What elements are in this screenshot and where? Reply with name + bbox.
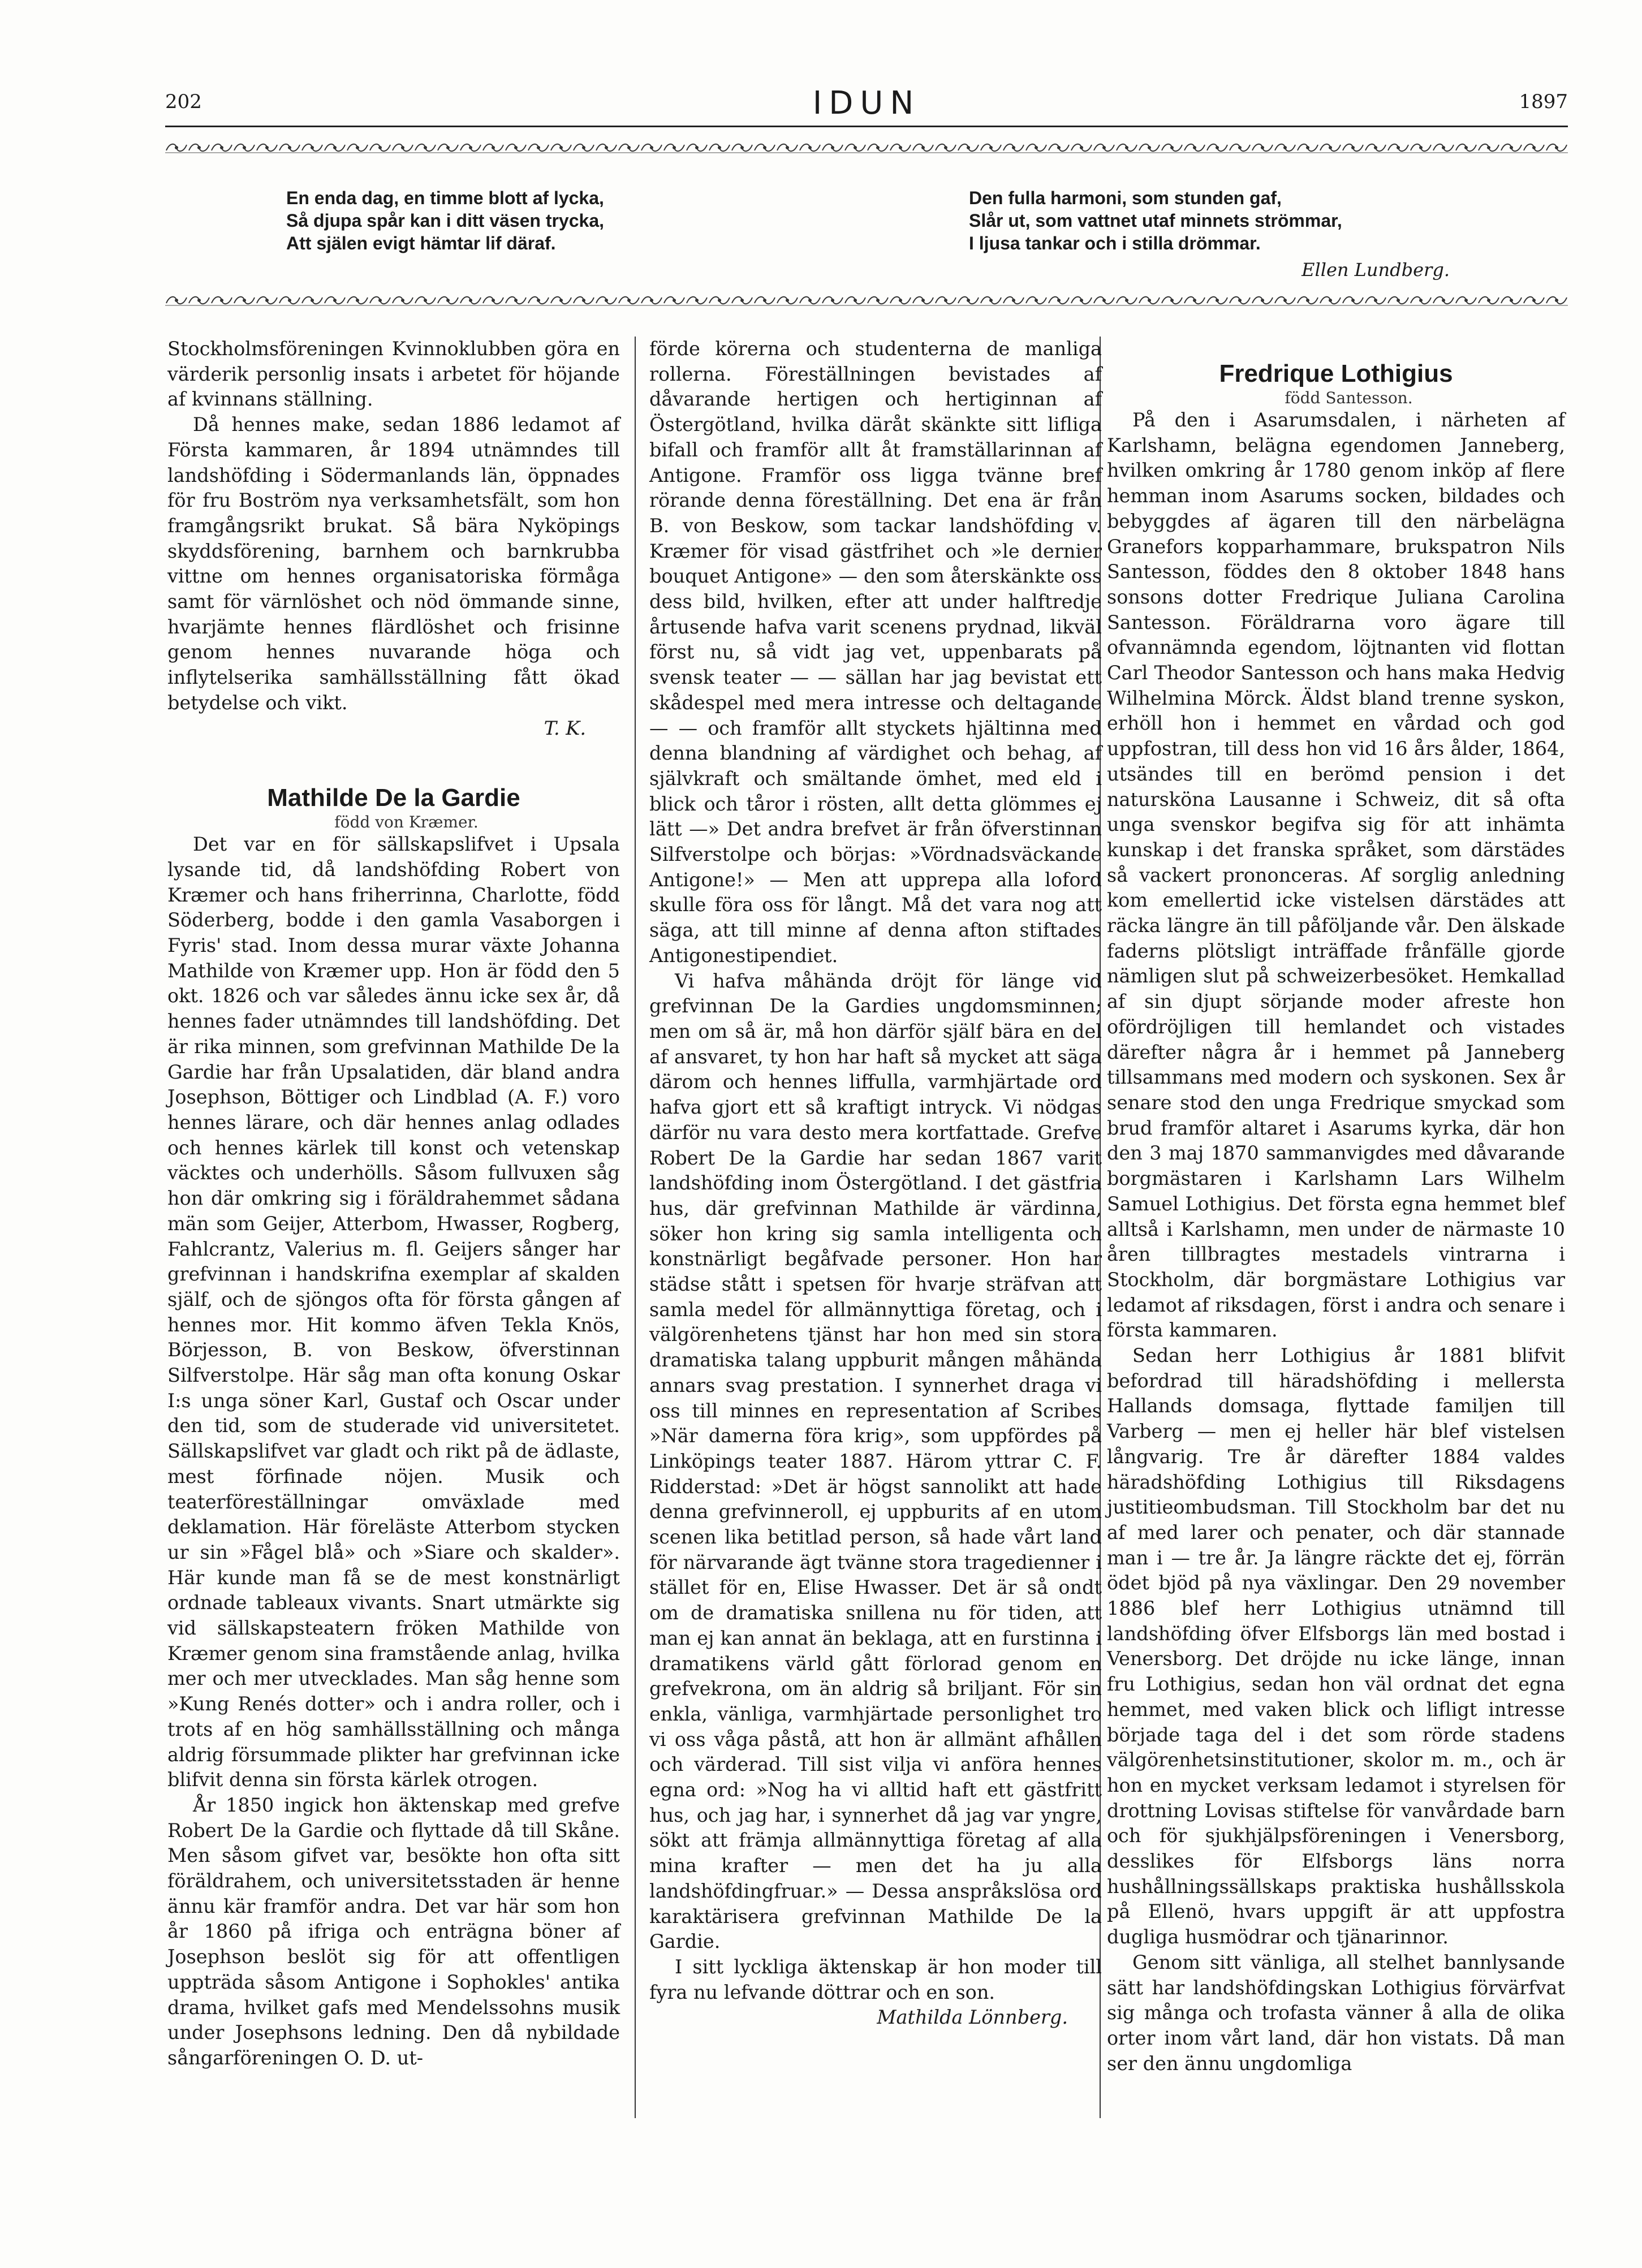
ornamental-border-top xyxy=(165,141,1568,154)
paragraph: I sitt lyckliga äktenskap är hon moder till fyra nu lefvande döttrar och en son. xyxy=(649,1956,1102,2003)
article-title: Mathilde De la Gardie xyxy=(267,784,520,812)
paragraph: Då hennes make, sedan 1886 ledamot af Första kammaren, år 1894 utnämndes till landshöfding i Södermanlands län, öppnades för fru Boström nya verksamhetsfält, som hon framgångsrikt brukat. Så bära Nyköpings skyddsförening, barnhem och barnkrubba vittne om hennes organisatoriska förmåga samt för värnlöshet och nöd ömmande sinne, hvarjämte hennes flärdlöshet och frisinne genom hennes nuvarande höga och inflytelserika samhällsställning fått ökad betydelse och vikt. xyxy=(167,413,620,714)
page-header xyxy=(165,85,1568,124)
author-initials: T. K. xyxy=(544,717,586,739)
poem-line: Slår ut, som vattnet utaf minnets strömmar, xyxy=(969,210,1342,231)
poem-line: Den fulla harmoni, som stunden gaf, xyxy=(969,188,1282,208)
column-middle xyxy=(649,337,1102,2030)
year: 1897 xyxy=(1519,90,1568,113)
poem-line: En enda dag, en timme blott af lycka, xyxy=(286,188,604,208)
column-left xyxy=(167,337,620,2071)
column-right xyxy=(1107,337,1565,2076)
column-divider xyxy=(635,337,636,2118)
article-subtitle: född von Kræmer. xyxy=(334,813,479,832)
paragraph: Genom sitt vänliga, all stelhet bannlysande sätt har landshöfdingskan Lothigius förvärfvat sig många och trofasta vänner å alla de olika orter inom vårt land, där hon vistats. Då man ser den ännu ungdomliga xyxy=(1107,1951,1565,2075)
header-rule xyxy=(165,126,1568,127)
paragraph: förde körerna och studenterna de manliga rollerna. Föreställningen bevistades af dåvarande hertigen och hertiginnan af Östergötland, hvilka däråt skänkte sitt lifliga bifall och framför allt åt framställarinnan af Antigone. Framför oss ligga tvänne bref rörande denna föreställning. Det ena är från B. von Beskow, som tackar landshöfding v. Kræmer för visad gästfrihet och »le dernier bouquet Antigone» — den som återskänkte oss dess bild, hvilken, efter att under halftredje årtusende hafva varit scenens prydnad, likväl först nu, så vidt jag vet, uppenbarats på svensk teater — — sällan har jag bevistat ett skådespel med mera intresse och deltagande — — och framför allt styckets hjältinna med denna blandning af värdighet och behag, af självkraft och smältande ömhet, med eld i blick och tåror i rösten, allt detta glömmes ej lätt —» Det andra brefvet är från öfverstinnan Silfverstolpe och börjas: »Vördnadsväckande Antigone!» — Men att upprepa alla loford skulle föra oss för långt. Må det vara nog att säga, att till minne af denna afton stiftades Antigonestipendiet. xyxy=(649,338,1102,967)
author-byline: Mathilda Lönnberg. xyxy=(877,2006,1068,2029)
paragraph: Det var en för sällskapslifvet i Upsala lysande tid, då landshöfding Robert von Kræmer och hans friherrinna, Charlotte, född Söderberg, bodde i den gamla Vasaborgen i Fyris' stad. Inom dessa murar växte Johanna Mathilde von Kræmer upp. Hon är född den 5 okt. 1826 och var således ännu icke sex år, då hennes fader utnämndes till landshöfding. Det är rika minnen, som grefvinnan Mathilde De la Gardie har från Upsalatiden, där bland andra Josephson, Böttiger och Lindblad (A. F.) voro hennes lärare, och där hennes anlag odlades och hennes kärlek till konst och vetenskap väcktes och underhölls. Såsom fullvuxen såg hon där omkring sig i föräldrahemmet sådana män som Geijer, Atterbom, Hwasser, Rogberg, Fahlcrantz, Valerius m. fl. Geijers sånger har grefvinnan i handskrifna exemplar af skalden själf, och de sjöngos ofta för första gången af hennes mor. Hit kommo äfven Tekla Knös, Börjesson, B. von Beskow, öfverstinnan Silfverstolpe. Här såg man ofta konung Oskar I:s unga söner Karl, Gustaf och Oscar under den tid, som de studerade vid universitetet. Sällskapslifvet var gladt och rikt på de ädlaste, mest förfinade nöjen. Musik och teaterföreställningar omväxlade med deklamation. Här föreläste Atterbom stycken ur sin »Fågel blå» och »Siare och skalder». Här kunde man få se de mest konstnärligt ordnade tableaux vivants. Snart utmärkte sig vid sällskapsteatern fröken Mathilde von Kræmer genom sina framstående anlag, hvilka mer och mer utvecklades. Man såg henne som »Kung Renés dotter» och i andra roller, och i trots af en hög samhällsställning och många aldrig försummade plikter har grefvinnan icke blifvit denna sin första kärlek otrogen. xyxy=(167,833,620,1791)
poem-line: Så djupa spår kan i ditt väsen trycka, xyxy=(286,210,604,231)
paragraph: Vi hafva måhända dröjt för länge vid grefvinnan De la Gardies ungdomsminnen; men om så är, må hon därför själf bära en del af ansvaret, ty hon har haft så mycket att säga därom och hennes liffulla, varmhjärtade ord hafva gjort ett så kraftigt intryck. Vi nödgas därför nu vara desto mera kortfattade. Grefve Robert De la Gardie har sedan 1867 varit landshöfding inom Östergötland. I det gästfria hus, där grefvinnan Mathilde är värdinna, söker hon kring sig samla intelligenta och konstnärligt begåfvade personer. Hon har städse stått i spetsen för hvarje sträfvan att samla medel för allmännyttiga företag, och i välgörenhetens tjänst har hon med sin stora dramatiska talang uppburit mången måhända annars svag prestation. I synnerhet draga vi oss till minnes en representation af Scribes »När damerna föra krig», som uppfördes på Linköpings teater 1887. Härom yttrar C. F. Ridderstad: »Det är högst sannolikt att hade denna grefvinneroll, ej uppburits af en utom scenen lika betitlad person, så hade vårt land för närvarande ägt tvänne stora tragedienner i stället för en, Elise Hwasser. Det är så ondt om de dramatiska snillena nu för tiden, att man ej kan annat än beklaga, att en furstinna i dramatikens värld gått förlorad genom en grefvekrona, om än aldrig så briljant. För sin enkla, vänliga, varmhjärtade personlighet tro vi oss våga påstå, att hon är allmänt afhållen och värderad. Till sist vilja vi anföra hennes egna ord: »Nog ha vi alltid haft ett gästfritt hus, och jag har, i synnerhet då jag var yngre, sökt att främja allmännyttiga företag af alla mina krafter — men det ha ju alla landshöfdingfruar.» — Dessa anspråkslösa ord karaktärisera grefvinnan Mathilde De la Gardie. xyxy=(649,969,1102,1953)
article-title: Fredrique Lothigius xyxy=(1219,360,1453,387)
paragraph: Sedan herr Lothigius år 1881 blifvit befordrad till häradshöfding i mellersta Hallands domsaga, flyttade familjen till Varberg — men ej heller här blef vistelsen långvarig. Tre år därefter 1884 valdes häradshöfding Lothigius till Riksdagens justitieombudsman. Till Stockholm bar det nu af med larer och penater, och där stannade man i — tre år. Ja längre räckte det ej, förrän ödet bjöd på nya växlingar. Den 29 november 1886 blef herr Lothigius utnämnd till landshöfding öfver Elfsborgs län med bostad i Venersborg. Det dröjde nu icke länge, innan fru Lothigius, sedan hon väl ordnat det egna hemmet, med vaken blick och lifligt intresse började taga del i det som rörde stadens välgörenhetsinstitutioner, skolor m. m., och är hon en mycket verksam ledamot i styrelsen för drottning Lovisas stiftelse för vanvårdade barn och för sjukhjälpsföreningen i Venersborg, desslikes för Elfsborgs läns norra hushållningssällskaps praktiska hushållsskola på Ellenö, hvars uppgift är att uppfostra dugliga husmödrar och tjänarinnor. xyxy=(1107,1344,1565,1948)
poem-signature: Ellen Lundberg. xyxy=(1301,259,1450,281)
paragraph: År 1850 ingick hon äktenskap med grefve Robert De la Gardie och flyttade då till Skåne. Men såsom gifvet var, besökte hon ofta sitt föräldrahem, och universitetsstaden är henne ännu kär framför andra. Det var här som hon år 1860 på ifriga och enträgna böner af Josephson beslöt sig för att offentligen uppträda såsom Antigone i Sophokles' antika drama, hvilket gafs med Mendelssohns musik under Josephsons ledning. Den då nybildade sångarföreningen O. D. ut- xyxy=(167,1793,620,2069)
page-number: 202 xyxy=(165,90,202,113)
poem-left-stanza xyxy=(286,187,604,255)
masthead: IDUN xyxy=(812,85,921,122)
poem-line: Att själen evigt hämtar lif däraf. xyxy=(286,233,556,253)
paragraph: Stockholmsföreningen Kvinnoklubben göra en värderik personlig insats i arbetet för höjande af kvinnans ställning. xyxy=(167,338,620,411)
poem-line: I ljusa tankar och i stilla drömmar. xyxy=(969,233,1261,253)
ornamental-border-bottom xyxy=(165,294,1568,307)
article-subtitle: född Santesson. xyxy=(1285,389,1413,407)
poem-right-stanza xyxy=(969,187,1342,255)
paragraph: På den i Asarumsdalen, i närheten af Karlshamn, belägna egendomen Janneberg, hvilken omkring år 1780 genom inköp af flere hemman inom Asarums socken, bildades och bebyggdes af ägaren till den närbelägna Granefors kopparhammare, brukspatron Nils Santesson, föddes den 8 oktober 1848 hans sonsons dotter Fredrique Juliana Carolina Santesson. Föräldrarna voro ägare till ofvannämnda egendom, löjtnanten vid flottan Carl Theodor Santesson och hans maka Hedvig Wilhelmina Mörck. Äldst bland trenne syskon, erhöll hon i hemmet en vårdad och god uppfostran, till dess hon vid 16 års ålder, 1864, utsändes till en berömd pension i det natursköna Lausanne i Schweiz, dit så ofta unga svenskor begifva sig för att inhämta kunskap i det franska språket, som därstädes så vackert prononceras. Af sorglig anledning kom emellertid icke vistelsen därstädes att räcka längre än till påföljande vår. Den älskade faderns plötsligt inträffade frånfälle gjorde nämligen slut på schweizerbesöket. Hemkallad af sin djupt sörjande moder afreste hon ofördröjligen till hemlandet och vistades därefter några år i hemmet på Janneberg tillsammans med modern och syskonen. Sex år senare stod den unga Fredrique smyckad som brud framför altaret i Asarums kyrka, där hon den 3 maj 1870 sammanvigdes med dåvarande borgmästaren i Karlshamn Lars Wilhelm Samuel Lothigius. Det första egna hemmet blef alltså i Karlshamn, men under de närmaste 10 åren tillbragtes mestadels vintrarna i Stockholm, där borgmästare Lothigius var ledamot af riksdagen, först i andra och senare i första kammaren. xyxy=(1107,409,1565,1342)
